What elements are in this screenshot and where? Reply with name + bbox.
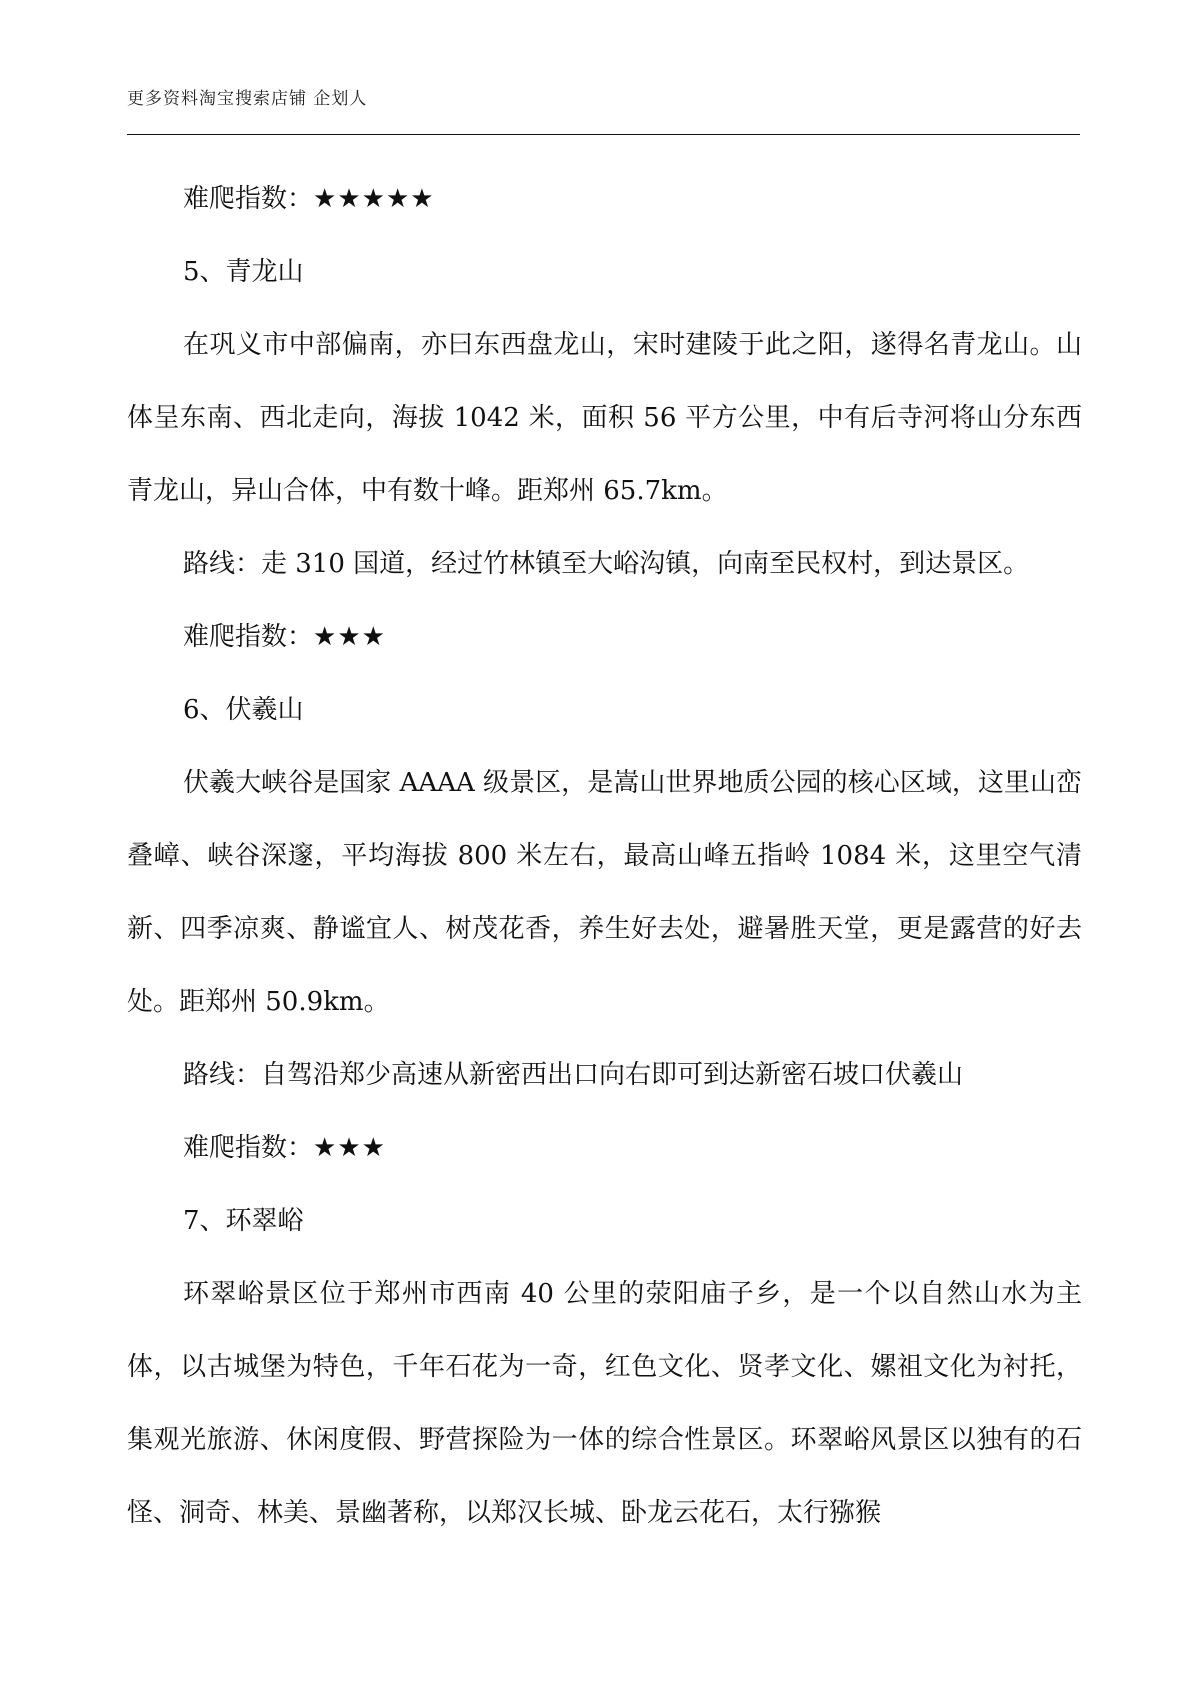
rating-label: 难爬指数： [183, 184, 314, 214]
spot-route: 路线：走 310 国道，经过竹林镇至大峪沟镇，向南至民权村，到达景区。 [183, 549, 1030, 579]
spot-title: 6、伏羲山 [183, 695, 304, 725]
spot-title: 7、环翠峪 [183, 1206, 304, 1236]
rating-stars: ★★★★★ [313, 184, 435, 214]
rating-stars: ★★★ [313, 622, 386, 652]
rating-label: 难爬指数： [183, 622, 314, 652]
header-divider [127, 134, 1080, 135]
rating-stars: ★★★ [313, 1133, 386, 1163]
document-body [127, 163, 1082, 1550]
spot-description: 环翠峪景区位于郑州市西南 40 公里的荥阳庙子乡，是一个以自然山水为主体，以古城堡为特色，千年石花为一奇，红色文化、贤孝文化、嫘祖文化为衬托，集观光旅游、休闲度假、野营探险为一体的综合性景区。环翠峪风景区以独有的石怪、洞奇、林美、景幽著称，以郑汉长城、卧龙云花石，太行猕猴 [127, 1279, 1082, 1528]
spot-description: 伏羲大峡谷是国家 AAAA 级景区，是嵩山世界地质公园的核心区域，这里山峦叠嶂、峡谷深邃，平均海拔 800 米左右，最高山峰五指岭 1084 米，这里空气清新、四季凉爽、静谧宜人、树茂花香，养生好去处，避暑胜天堂，更是露营的好去处。距郑州 50.9km。 [127, 768, 1082, 1017]
rating-label: 难爬指数： [183, 1133, 314, 1163]
spot-description: 在巩义市中部偏南，亦曰东西盘龙山，宋时建陵于此之阳，遂得名青龙山。山体呈东南、西北走向，海拔 1042 米，面积 56 平方公里，中有后寺河将山分东西青龙山，异山合体，中有数十峰。距郑州 65.7km。 [127, 330, 1082, 506]
difficulty-rating [127, 163, 1082, 236]
difficulty-rating [127, 601, 1082, 674]
difficulty-rating [127, 1112, 1082, 1185]
spot-title: 5、青龙山 [183, 257, 304, 287]
page-header: 更多资料淘宝搜索店铺 企划人 [127, 89, 368, 109]
spot-route: 路线：自驾沿郑少高速从新密西出口向右即可到达新密石坡口伏羲山 [183, 1060, 964, 1090]
